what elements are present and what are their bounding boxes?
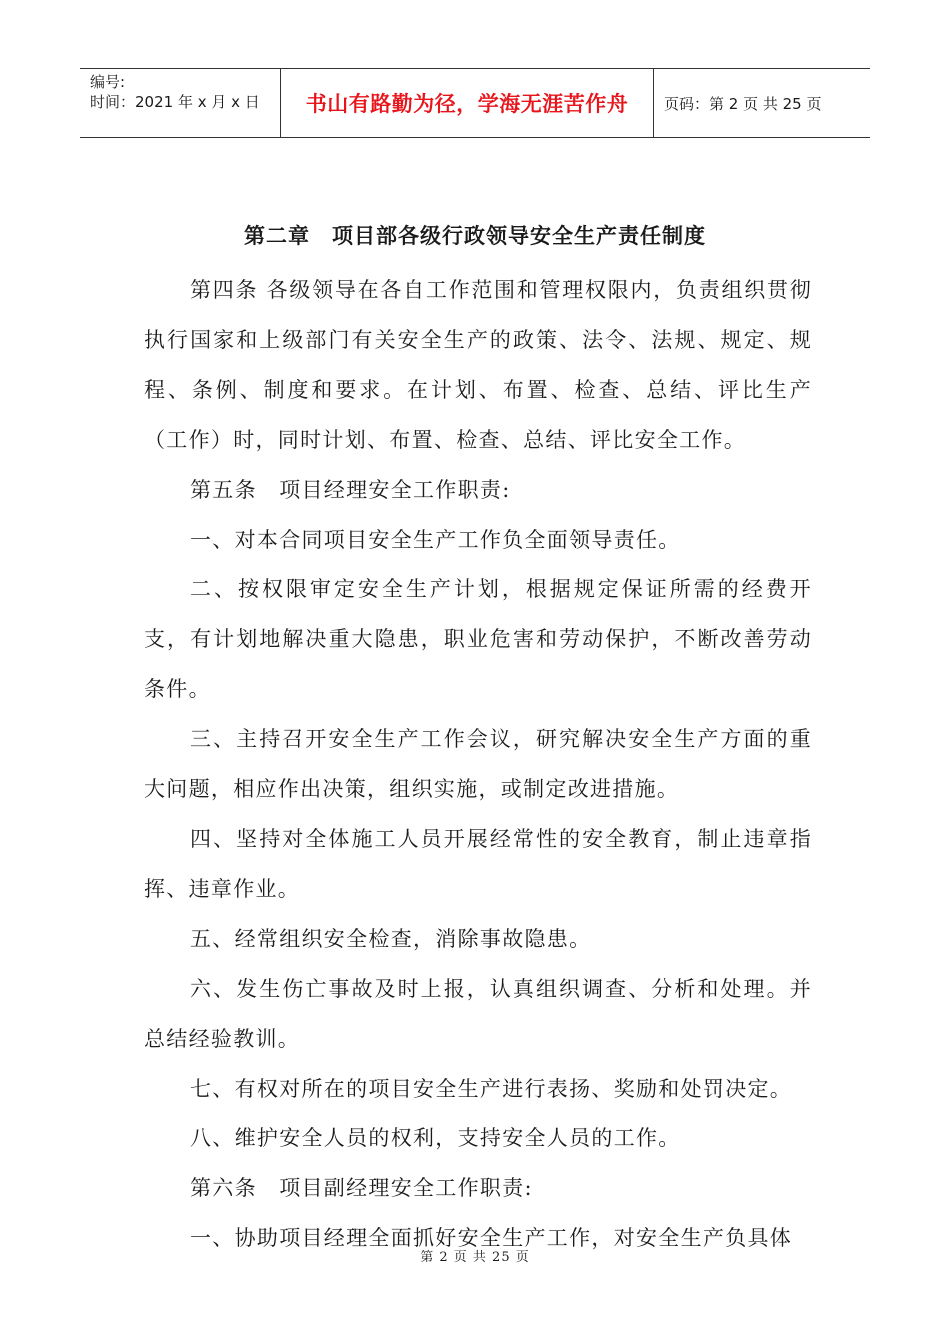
paragraph: 第五条 项目经理安全工作职责: (190, 477, 511, 502)
paragraph: 第六条 项目副经理安全工作职责: (190, 1176, 533, 1201)
serial-number-label: 编号: (90, 73, 126, 91)
paragraph: 一、对本合同项目安全生产工作负全面领导责任。 (190, 527, 681, 552)
paragraph: 二、按权限审定安全生产计划，根据规定保证所需的经费开支，有计划地解决重大隐患，职业危害和劳动保护，不断改善劳动条件。 (144, 577, 812, 702)
paragraph: 三、主持召开安全生产工作会议，研究解决安全生产方面的重大问题，相应作出决策，组织实施，或制定改进措施。 (144, 727, 812, 802)
document-body (144, 266, 812, 1264)
header-page-info: 页码：第 2 页 共 25 页 (664, 94, 822, 113)
paragraph: 八、维护安全人员的权利，支持安全人员的工作。 (190, 1126, 681, 1151)
paragraph: 五、经常组织安全检查，消除事故隐患。 (190, 926, 592, 951)
header-meta (80, 69, 281, 137)
header-motto: 书山有路勤为径，学海无涯苦作舟 (281, 69, 654, 137)
page-footer: 第 2 页 共 25 页 (420, 1250, 530, 1265)
document-header (80, 68, 870, 138)
date-label: 时间：2021 年 x 月 x 日 (90, 93, 260, 111)
paragraph: 第四条 各级领导在各自工作范围和管理权限内，负责组织贯彻执行国家和上级部门有关安全生产的政策、法令、法规、规定、规程、条例、制度和要求。在计划、布置、检查、总结、评比生产（工作）时，同时计划、布置、检查、总结、评比安全工作。 (144, 278, 812, 452)
paragraph: 四、坚持对全体施工人员开展经常性的安全教育，制止违章指挥、违章作业。 (144, 826, 812, 901)
paragraph: 一、协助项目经理全面抓好安全生产工作，对安全生产负具体 (190, 1226, 793, 1251)
paragraph: 七、有权对所在的项目安全生产进行表扬、奖励和处罚决定。 (190, 1076, 793, 1101)
chapter-title: 第二章 项目部各级行政领导安全生产责任制度 (244, 224, 706, 248)
paragraph: 六、发生伤亡事故及时上报，认真组织调查、分析和处理。并总结经验教训。 (144, 976, 812, 1051)
